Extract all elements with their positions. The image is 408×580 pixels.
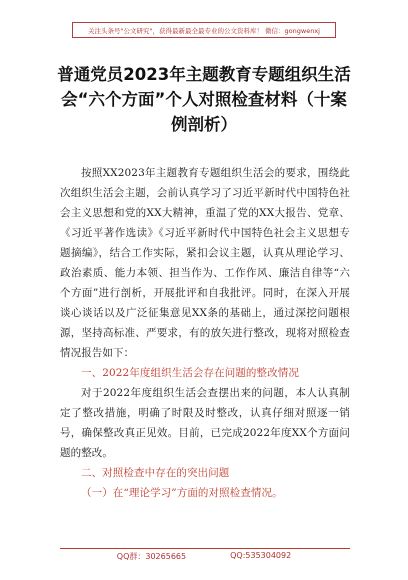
rectification-paragraph: 对于2022年度组织生活会查摆出来的问题，本人认真制定了整改措施，明确了时限及时整改，认真仔细对照逐一销号，确保整改真正见效。目前，已完成2022年度XX个方面问题的整改。 [60,387,350,459]
title-line-3: 例剖析） [171,115,237,134]
top-banner [72,22,336,38]
section-heading-1: 一、2022年度组织生活会存在问题的整改情况 [81,367,299,379]
subsection-heading-1: （一）在“理论学习”方面的对照检查情况。 [81,487,283,499]
footer [0,551,408,567]
title-line-1: 普通党员2023年主题教育专题组织生活 [57,65,351,84]
document-body [60,163,350,503]
document-title [40,62,368,137]
footer-qq: QQ:535304092 [230,551,292,560]
banner-text: 关注头条号"公文研究"，获得最新最全最专业的公文资料库！ 微信：gongwenxj [88,26,320,35]
title-line-2: 会“六个方面”个人对照检查材料（十案 [61,90,347,109]
footer-divider [60,548,350,549]
footer-qq-group: QQ群：30265665 [116,552,187,561]
intro-paragraph: 按照XX2023年主题教育专题组织生活会的要求，围绕此次组织生活会主题，会前认真学习了习近平新时代中国特色社会主义思想和党的XX大精神，重温了党的XX大报告、党章、《习近平著作选读》《习近平新时代中国特色社会主义思想专题摘编》，结合工作实际，紧扣会议主题，认真从理论学习、政治素质、能力本领、担当作为、工作作风、廉洁自律等“六个方面”进行剖析，开展批评和自我批评。同时，在深入开展谈心谈话以及广泛征集意见XX条的基础上，通过深挖问题根源，坚持高标准、严要求，有的放矢进行整改，现将对照检查情况报告如下： [60,167,350,359]
section-heading-2: 二、对照检查中存在的突出问题 [81,467,230,479]
